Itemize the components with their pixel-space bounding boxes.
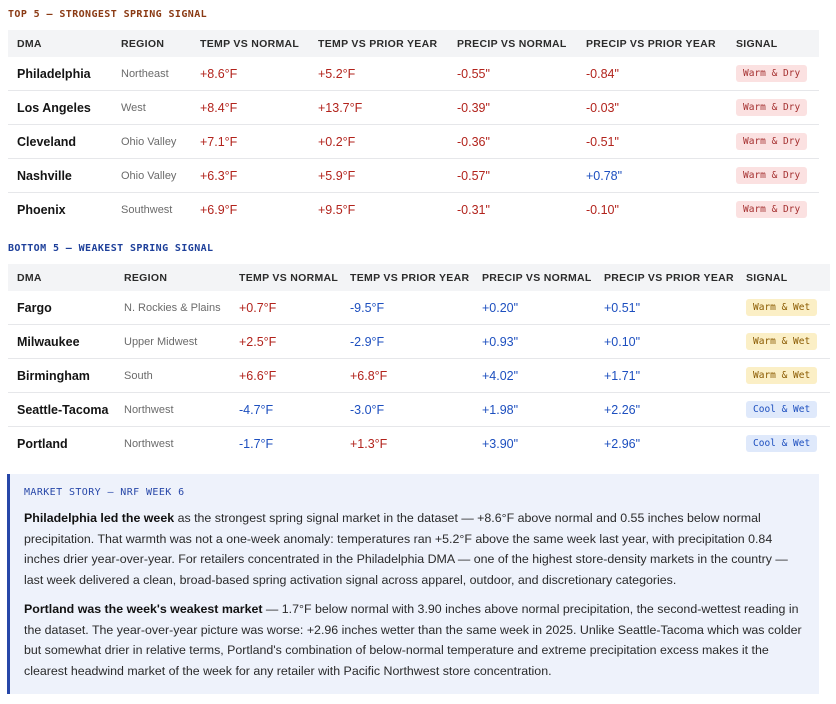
precip-vs-normal: -0.55" [448, 57, 577, 91]
top-section-title: TOP 5 — STRONGEST SPRING SIGNAL [8, 9, 208, 20]
precip-vs-prior-year: +0.51" [595, 291, 737, 325]
temp-vs-prior-year: +1.3°F [350, 436, 388, 451]
precip-vs-prior-year: -0.10" [586, 202, 619, 217]
column-header: DMA [8, 30, 112, 57]
column-header: PRECIP VS NORMAL [473, 264, 595, 291]
signal-cell [727, 57, 819, 91]
dma-name: Cleveland [8, 125, 112, 159]
temp-vs-prior-year: +6.8°F [341, 359, 473, 393]
column-header: DMA [8, 264, 115, 291]
precip-vs-normal: -0.36" [448, 125, 577, 159]
temp-vs-normal: -4.7°F [230, 393, 341, 427]
bottom-signal-table [8, 264, 830, 460]
signal-cell [737, 427, 830, 461]
signal-cell [727, 125, 819, 159]
story-text-portland: — 1.7°F below normal with 3.90 inches above normal precipitation, the second-wettest reading in the dataset. The year-over-year picture was worse: +2.96 inches wetter than the same week in 2025. Unlike Seattle-Tacoma which was colder but somewhat drier in relative terms, Portland's combination of below-normal temperature and extreme precipitation excess makes it the clearest headwind market of the week for any retailer with Pacific Northwest store concentration. [24, 602, 802, 678]
precip-vs-prior-year: -0.03" [577, 91, 727, 125]
story-paragraph-portland [24, 599, 805, 681]
dma-name: Phoenix [17, 202, 66, 217]
temp-vs-prior-year: -9.5°F [341, 291, 473, 325]
dma-name: Milwaukee [8, 325, 115, 359]
column-header: PRECIP VS NORMAL [448, 30, 577, 57]
market-story-label: MARKET STORY — NRF WEEK 6 [24, 487, 185, 498]
signal-badge: Warm & Dry [736, 65, 807, 82]
precip-vs-normal: -0.31" [457, 202, 490, 217]
dma-name: Nashville [8, 159, 112, 193]
column-header: PRECIP VS PRIOR YEAR [577, 30, 727, 57]
precip-vs-normal: +0.20" [473, 291, 595, 325]
precip-vs-normal: +1.98" [473, 393, 595, 427]
table-row [8, 359, 830, 393]
column-header: SIGNAL [727, 30, 819, 57]
table-row [8, 91, 819, 125]
signal-cell [737, 359, 830, 393]
temp-vs-normal: +6.6°F [230, 359, 341, 393]
temp-vs-normal: +6.9°F [200, 202, 238, 217]
signal-cell [727, 91, 819, 125]
precip-vs-normal: -0.57" [448, 159, 577, 193]
table-row [8, 393, 830, 427]
precip-vs-prior-year: +2.26" [595, 393, 737, 427]
signal-badge: Warm & Wet [746, 333, 817, 350]
bottom-section-title: BOTTOM 5 — WEAKEST SPRING SIGNAL [8, 243, 214, 254]
table-header-row [8, 264, 830, 291]
signal-badge: Cool & Wet [746, 401, 817, 418]
precip-vs-prior-year: -0.84" [577, 57, 727, 91]
region-name: Ohio Valley [112, 159, 191, 193]
dma-name: Los Angeles [8, 91, 112, 125]
table-row [8, 291, 830, 325]
dma-name: Birmingham [8, 359, 115, 393]
signal-badge: Warm & Wet [746, 299, 817, 316]
signal-badge: Warm & Dry [736, 201, 807, 218]
temp-vs-normal: +6.3°F [191, 159, 309, 193]
region-name: Northwest [124, 437, 174, 450]
table-row [8, 427, 830, 461]
temp-vs-prior-year: -2.9°F [341, 325, 473, 359]
precip-vs-normal: +4.02" [473, 359, 595, 393]
market-story-panel [7, 474, 819, 694]
table-row [8, 159, 819, 193]
column-header: REGION [112, 30, 191, 57]
region-name: Upper Midwest [115, 325, 230, 359]
temp-vs-prior-year: +9.5°F [318, 202, 356, 217]
signal-cell [737, 393, 830, 427]
signal-badge: Warm & Dry [736, 133, 807, 150]
precip-vs-prior-year: -0.51" [577, 125, 727, 159]
temp-vs-normal: +7.1°F [191, 125, 309, 159]
column-header: TEMP VS NORMAL [191, 30, 309, 57]
signal-badge: Warm & Wet [746, 367, 817, 384]
dma-name: Seattle-Tacoma [8, 393, 115, 427]
region-name: Northwest [115, 393, 230, 427]
table-row [8, 325, 830, 359]
precip-vs-prior-year: +0.10" [595, 325, 737, 359]
signal-badge: Cool & Wet [746, 435, 817, 452]
column-header: PRECIP VS PRIOR YEAR [595, 264, 737, 291]
signal-cell [737, 325, 830, 359]
region-name: Northeast [112, 57, 191, 91]
story-paragraph-philadelphia [24, 508, 805, 590]
temp-vs-normal: +2.5°F [230, 325, 341, 359]
signal-cell [727, 159, 819, 193]
dma-name: Portland [17, 436, 68, 451]
story-lead-portland: Portland was the week's weakest market [24, 602, 263, 616]
story-text-philadelphia: as the strongest spring signal market in the dataset — +8.6°F above normal and 0.55 inches below normal precipitation. That warmth was not a one-week anomaly: temperatures ran +5.2°F above the same week last year, with precipitation 0.84 inches drier year-over-year. For retailers concentrated in the Philadelphia DMA — one of the highest store-density markets in the country — last week delivered a clean, broad-based spring activation signal across apparel, outdoor, and discretionary categories. [24, 511, 788, 587]
table-row [8, 193, 819, 227]
signal-cell [727, 193, 819, 227]
temp-vs-prior-year: +13.7°F [309, 91, 448, 125]
region-name: Ohio Valley [112, 125, 191, 159]
table-row [8, 125, 819, 159]
region-name: South [115, 359, 230, 393]
temp-vs-prior-year: +0.2°F [309, 125, 448, 159]
precip-vs-normal: +0.93" [473, 325, 595, 359]
temp-vs-normal: +0.7°F [230, 291, 341, 325]
top-signal-table [8, 30, 819, 226]
temp-vs-normal: +8.6°F [191, 57, 309, 91]
signal-badge: Warm & Dry [736, 167, 807, 184]
column-header: TEMP VS PRIOR YEAR [309, 30, 448, 57]
temp-vs-prior-year: -3.0°F [341, 393, 473, 427]
temp-vs-prior-year: +5.9°F [309, 159, 448, 193]
table-header-row [8, 30, 819, 57]
precip-vs-prior-year: +2.96" [604, 436, 641, 451]
precip-vs-prior-year: +0.78" [577, 159, 727, 193]
temp-vs-normal: +8.4°F [191, 91, 309, 125]
temp-vs-prior-year: +5.2°F [309, 57, 448, 91]
column-header: TEMP VS NORMAL [230, 264, 341, 291]
region-name: West [112, 91, 191, 125]
precip-vs-prior-year: +1.71" [595, 359, 737, 393]
dma-name: Fargo [8, 291, 115, 325]
table-row [8, 57, 819, 91]
column-header: REGION [115, 264, 230, 291]
signal-badge: Warm & Dry [736, 99, 807, 116]
signal-cell [737, 291, 830, 325]
region-name: Southwest [121, 203, 173, 216]
temp-vs-normal: -1.7°F [239, 436, 274, 451]
column-header: SIGNAL [737, 264, 830, 291]
precip-vs-normal: -0.39" [448, 91, 577, 125]
column-header: TEMP VS PRIOR YEAR [341, 264, 473, 291]
story-lead-philadelphia: Philadelphia led the week [24, 511, 175, 525]
precip-vs-normal: +3.90" [482, 436, 519, 451]
region-name: N. Rockies & Plains [115, 291, 230, 325]
dma-name: Philadelphia [8, 57, 112, 91]
